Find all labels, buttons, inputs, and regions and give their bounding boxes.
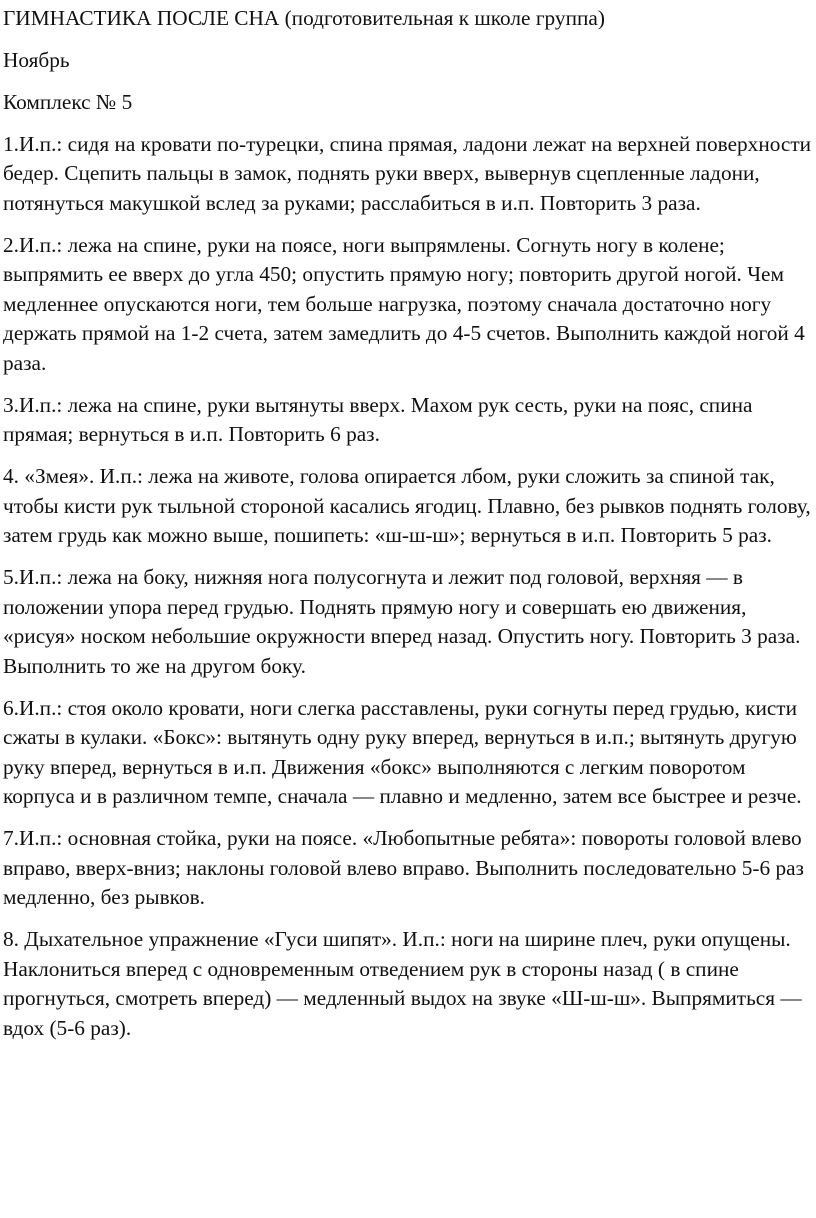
document-title: ГИМНАСТИКА ПОСЛЕ СНА (подготовительная к школе группа)	[3, 6, 605, 30]
exercise-2: 2.И.п.: лежа на спине, руки на поясе, ноги выпрямлены. Согнуть ногу в колене; выпрямить ее вверх до угла 450; опустить прямую ногу; повторить другой ногой. Чем медленнее опускаются ноги, тем больше нагрузка, поэтому сначала достаточно ногу держать прямой на 1-2 счета, затем замедлить до 4-5 счетов. Выполнить каждой ногой 4 раза.	[3, 232, 805, 375]
exercise-6: 6.И.п.: стоя около кровати, ноги слегка расставлены, руки согнуты перед грудью, кисти сжаты в кулаки. «Бокс»: вытянуть одну руку вперед, вернуться в и.п.; вытянуть другую руку вперед, вернуться в и.п. Движения «бокс» выполняются с легким поворотом корпуса и в различном темпе, сначала — плавно и медленно, затем все быстрее и резче.	[3, 695, 802, 808]
exercise-5: 5.И.п.: лежа на боку, нижняя нога полусогнута и лежит под головой, верхняя — в положении упора перед грудью. Поднять прямую ногу и совершать ею движения, «рисуя» носком небольшие окружности вперед назад. Опустить ногу. Повторить 3 раза. Выполнить то же на другом боку.	[3, 565, 801, 678]
exercise-8: 8. Дыхательное упражнение «Гуси шипят». И.п.: ноги на ширине плеч, руки опущены. Наклониться вперед с одновременным отведением рук в стороны назад ( в спине прогнуться, смотреть вперед) — медленный выдох на звуке «Ш-ш-ш». Выпрямиться — вдох (5-6 раз).	[3, 927, 802, 1040]
exercise-4: 4. «Змея». И.п.: лежа на животе, голова опирается лбом, руки сложить за спиной так, чтобы кисти рук тыльной стороной касались ягодиц. Плавно, без рывков поднять голову, затем грудь как можно выше, пошипеть: «ш-ш-ш»; вернуться в и.п. Повторить 5 раз.	[3, 464, 811, 547]
exercise-7: 7.И.п.: основная стойка, руки на поясе. «Любопытные ребята»: повороты головой влево вправо, вверх-вниз; наклоны головой влево вправо. Выполнить последовательно 5-6 раз медленно, без рывков.	[3, 826, 804, 909]
exercise-3: 3.И.п.: лежа на спине, руки вытянуты вверх. Махом рук сесть, руки на пояс, спина прямая; вернуться в и.п. Повторить 6 раз.	[3, 392, 753, 446]
month-label: Ноябрь	[3, 47, 70, 72]
complex-label: Комплекс № 5	[3, 89, 133, 114]
exercise-1: 1.И.п.: сидя на кровати по-турецки, спина прямая, ладони лежат на верхней поверхности бедер. Сцепить пальцы в замок, поднять руки вверх, вывернув сцепленные ладони, потянуться макушкой вслед за руками; расслабиться в и.п. Повторить 3 раза.	[3, 131, 812, 215]
